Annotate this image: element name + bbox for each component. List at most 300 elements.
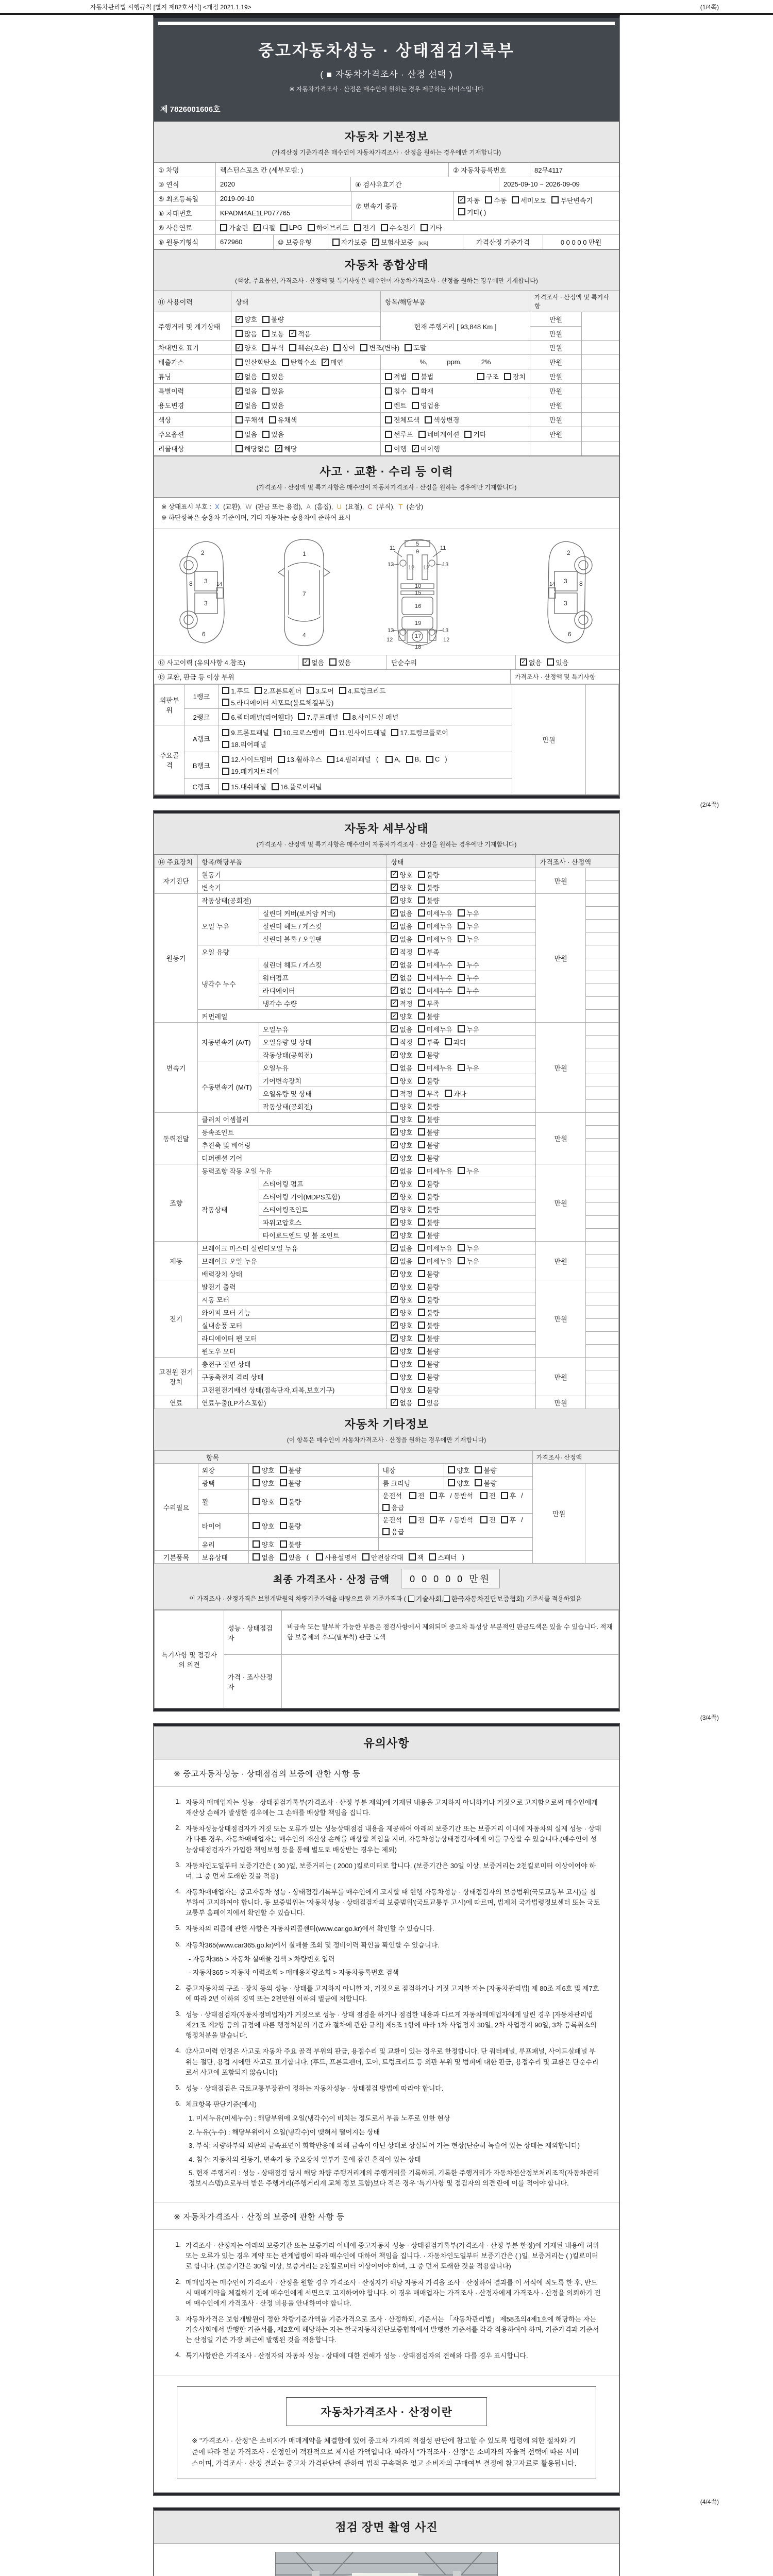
device-cell: 동력전달 [155, 1113, 198, 1164]
detail-title: 자동차 세부상태 [344, 822, 429, 835]
fee-extra-cell [585, 1267, 618, 1280]
checkbox-label: 네비게이션 [427, 431, 460, 438]
empty-checkbox-icon [360, 344, 367, 351]
checkbox-label: 변조(변타) [369, 344, 400, 352]
empty-checkbox-icon [222, 741, 229, 748]
service-note: ※ 자동차가격조사 · 산정은 매수인이 원하는 경우 제공하는 서비스입니다 [289, 86, 484, 93]
basic-info-title: 자동차 기본정보 [344, 130, 429, 143]
tire-detail [379, 1514, 532, 1538]
notice-item-number: 5. [175, 1924, 181, 1932]
empty-checkbox-icon [391, 1386, 398, 1393]
state-cell [387, 894, 536, 907]
notice-item [167, 1940, 601, 1978]
page-marker-3: (3/4쪽) [700, 1714, 719, 1721]
empty-checkbox-icon [391, 1115, 398, 1123]
item-cell: 오일유량 및 상태 [259, 1036, 387, 1048]
checkbox [222, 698, 333, 707]
notice-item-number: 3. [175, 2009, 181, 2018]
checkbox-label: 사용설명서 [325, 1553, 357, 1562]
fee-extra-cell [585, 933, 618, 945]
checkbox-label: 양호 [261, 1479, 275, 1487]
svg-text:15: 15 [415, 589, 422, 596]
accident-title: 사고 · 교환 · 수리 등 이력 [320, 465, 453, 478]
text-segment: ) [462, 1553, 465, 1561]
svg-text:3: 3 [204, 577, 208, 585]
empty-checkbox-icon [385, 431, 392, 438]
checkbox-label: 불량 [426, 1386, 440, 1394]
mileage-fee-extra [582, 312, 619, 340]
empty-checkbox-icon [418, 1244, 425, 1251]
state-cell [387, 958, 536, 971]
fee-cell: 만원 [536, 1023, 585, 1113]
checkbox-label: 불량 [426, 1309, 440, 1317]
checkbox-label: 불량 [288, 1540, 301, 1549]
checkbox-label: 불량 [426, 1296, 440, 1304]
page-1 [153, 15, 620, 799]
checkbox [418, 1114, 440, 1124]
checkbox [551, 195, 593, 205]
detail-col-device: ⑭ 주요장치 [155, 855, 198, 868]
empty-checkbox-icon [418, 948, 425, 955]
device-cell: 고전원 전기장치 [155, 1358, 198, 1396]
notice-item-text: 자동차의 리콜에 관한 사항은 자동차리콜센터(www.car.go.kr)에서 확인할 수 있습니다. [186, 1925, 434, 1933]
glass-state [249, 1538, 379, 1551]
empty-checkbox-icon [385, 387, 392, 395]
checked-checkbox-icon: ✓ [372, 239, 379, 246]
checkbox-label: 불량 [426, 1180, 440, 1188]
checkbox-label: 응급 [391, 1528, 405, 1536]
svg-text:2: 2 [201, 549, 205, 556]
misc-subtitle: (이 항목은 매수인이 자동차가격조사 · 산정을 원하는 경우에만 기재합니다) [287, 1436, 486, 1444]
notice-item-number: 4. [175, 2351, 181, 2359]
notice-item-number: 2. [175, 1983, 181, 1991]
year-value: 2020 [216, 177, 351, 191]
sub-group-cell: 자동변속기 (A/T) [198, 1023, 259, 1061]
checked-checkbox-icon: ✓ [391, 1270, 398, 1277]
checkbox-checked [391, 1205, 412, 1214]
state-cell [387, 1151, 536, 1164]
checkbox-label: 렌트 [394, 402, 407, 410]
page-marker-2: (2/4쪽) [700, 801, 719, 808]
fee-extra-cell [585, 1139, 618, 1151]
sub-group-cell: 작동상태 [198, 1177, 259, 1242]
checked-checkbox-icon: ✓ [391, 1309, 398, 1316]
state-cell [387, 1023, 536, 1036]
checkbox-label: C [434, 755, 440, 763]
checkbox-label: 8.사이드실 패널 [352, 713, 399, 721]
sub-group-cell: 냉각수 누수 [198, 958, 259, 1010]
checkbox-checked [391, 870, 412, 879]
checkbox [280, 1478, 301, 1488]
checkbox-label: 4.트렁크리드 [347, 687, 386, 695]
wheel-detail [379, 1489, 532, 1514]
checkbox [418, 1282, 440, 1292]
checkbox-checked [391, 1024, 412, 1034]
checkbox-label: 영업용 [421, 402, 440, 410]
checkbox [412, 386, 433, 396]
fee-extra-cell [585, 894, 618, 907]
checkbox-label: 기타( ) [467, 208, 486, 216]
empty-checkbox-icon [418, 1347, 425, 1354]
overall-state-subtitle: (색상, 주요옵션, 가격조사 · 산정액 및 특기사항은 매수인이 자동차가격조사 · 산정을 원하는 경우에만 기재합니다) [235, 277, 538, 284]
checkbox-label: 적법 [394, 373, 407, 381]
checkbox [409, 1515, 425, 1524]
checkbox-label: 양호 [399, 871, 413, 879]
checkbox-checked [391, 1295, 412, 1304]
checkbox-label: 훼손(오손) [298, 344, 329, 352]
checkbox [255, 686, 301, 696]
empty-checkbox-icon [412, 387, 419, 395]
state-cell [387, 1242, 536, 1255]
inspector-role: 성능 · 상태점검자 [224, 1611, 282, 1655]
checkbox [418, 908, 452, 918]
empty-checkbox-icon [253, 1540, 260, 1548]
checkbox-label: 이행 [394, 445, 407, 453]
checkbox-label: 미세누수 [426, 987, 452, 995]
basic-info-header [154, 122, 619, 163]
accident-header [154, 456, 619, 498]
checkbox-checked [391, 1308, 412, 1317]
checkbox [262, 429, 284, 439]
checkbox-label: 양호 [399, 1051, 413, 1059]
checkbox [458, 1166, 479, 1176]
outer-panel-label: 외판부위 [155, 684, 184, 725]
rank2-label: 2랭크 [184, 708, 219, 725]
checkbox-label: 양호 [399, 1012, 413, 1021]
checkbox [418, 1179, 440, 1189]
checkbox-label: 불량 [426, 1360, 440, 1368]
checkbox [280, 1465, 301, 1475]
fee-extra-cell [585, 1370, 618, 1383]
empty-checkbox-icon [547, 658, 554, 666]
text-segment: U [337, 503, 342, 511]
empty-checkbox-icon [458, 961, 465, 968]
checked-checkbox-icon: ✓ [391, 1012, 398, 1020]
checkbox-label: 있음 [271, 402, 284, 410]
empty-checkbox-icon [458, 1025, 465, 1032]
checked-checkbox-icon: ✓ [391, 1244, 398, 1251]
empty-checkbox-icon [445, 1038, 452, 1045]
base-price-label: 가격산정 기준가격 [463, 235, 543, 249]
fee-extra-cell [585, 971, 618, 984]
checkbox-label: 무단변속기 [560, 196, 593, 205]
first-reg-value: 2019-09-10 [220, 195, 255, 202]
checked-checkbox-icon: ✓ [412, 445, 419, 452]
transmission-options [454, 192, 619, 220]
checked-checkbox-icon: ✓ [391, 1399, 398, 1406]
empty-checkbox-icon [418, 1218, 425, 1226]
checkbox-label: 과다 [453, 1090, 466, 1098]
checkbox [458, 973, 479, 982]
checkbox-label: 있음 [426, 1399, 440, 1407]
checked-checkbox-icon: ✓ [391, 909, 398, 917]
checkbox [385, 755, 400, 763]
tuning-fee-extra [582, 369, 619, 383]
state-cell [387, 1139, 536, 1151]
svg-text:14: 14 [216, 581, 223, 587]
frame-label: 주요골격 [155, 725, 184, 795]
polish-state [249, 1477, 379, 1489]
checkbox-checked [391, 1398, 412, 1408]
fee-extra-cell [585, 1255, 618, 1267]
fee-extra-cell [585, 1280, 618, 1293]
state-code-line2: ※ 하단항목은 승용차 기준이며, 기타 자동차는 승용차에 준하여 표시 [161, 514, 351, 522]
checkbox-checked [236, 386, 257, 396]
item-cell: 라디에이터 [259, 984, 387, 997]
notice-items [154, 2230, 619, 2376]
col-usage-history: ⑪ 사용이력 [154, 291, 231, 312]
item-cell: 오일누유 [259, 1061, 387, 1074]
svg-text:9: 9 [416, 548, 419, 555]
checkbox-checked [236, 314, 257, 324]
sub-group-cell: 오일 누유 [198, 907, 259, 945]
checkbox-label: 없음 [399, 1025, 413, 1033]
empty-checkbox-icon [445, 1090, 452, 1097]
checkbox [385, 371, 407, 381]
notice-item-subline: 1. 미세누유(미세누수) : 해당부위에 오일(냉각수)이 비치는 정도로서 부품 노후로 인한 현상 [189, 2114, 450, 2123]
text-segment: (흠집), [312, 503, 335, 511]
checkbox-checked [391, 895, 412, 905]
checkbox-label: 양호 [399, 1231, 413, 1240]
empty-checkbox-icon [274, 729, 281, 736]
checkbox-label: 없음 [399, 987, 413, 995]
checkbox-label: 하이브리드 [316, 224, 349, 232]
recall-label: 리콜대상 [154, 442, 231, 455]
checkbox-label: 디젤 [262, 224, 275, 232]
checked-checkbox-icon: ✓ [391, 922, 398, 929]
checkbox-label: 양호 [399, 896, 413, 905]
empty-checkbox-icon [418, 935, 425, 942]
checked-checkbox-icon: ✓ [236, 316, 243, 323]
checked-checkbox-icon: ✓ [520, 658, 527, 666]
empty-checkbox-icon [418, 1334, 425, 1342]
checkbox-label: 불량 [426, 1012, 440, 1021]
checkbox-label: 구조 [485, 373, 499, 381]
state-cell [387, 997, 536, 1010]
header-stripe [158, 22, 615, 25]
rankA-items [219, 725, 512, 752]
fee-extra-cell [585, 1396, 618, 1409]
checkbox-label: 불량 [426, 1231, 440, 1240]
checkbox-label: 양호 [244, 316, 258, 324]
checkbox [418, 1295, 440, 1304]
checkbox-label: 미이행 [421, 445, 440, 453]
checkbox-label: 불량 [483, 1479, 497, 1487]
checkbox [426, 755, 440, 763]
vin-mark-fee-extra [582, 341, 619, 354]
checkbox-label: 부족 [426, 1038, 440, 1046]
special-notes-table [154, 1610, 619, 1708]
text-segment: (교환), [221, 503, 244, 511]
svg-text:12: 12 [408, 564, 415, 571]
item-cell: 오일 유량 [198, 945, 387, 958]
checkbox [253, 1465, 274, 1475]
empty-checkbox-icon [480, 1492, 488, 1499]
item-cell: 고전원전기배선 상태(접속단자,피복,보호기구) [198, 1383, 387, 1396]
checkbox-label: 전체도색 [394, 416, 420, 424]
svg-text:10: 10 [415, 583, 422, 589]
empty-checkbox-icon [464, 431, 472, 438]
checkbox-checked [391, 934, 412, 944]
fee-cell: 만원 [536, 1396, 585, 1409]
checkbox [253, 1552, 274, 1562]
fee-extra-cell [585, 1126, 618, 1139]
checkbox [222, 686, 249, 696]
checked-checkbox-icon: ✓ [391, 1218, 398, 1226]
checkbox-label: 무채색 [244, 416, 264, 424]
tuning-fee: 만원 [530, 369, 582, 383]
recall-state [231, 442, 381, 455]
empty-checkbox-icon [391, 1373, 398, 1380]
checkbox [418, 1269, 440, 1279]
empty-checkbox-icon [475, 1479, 482, 1486]
empty-checkbox-icon [418, 1180, 425, 1187]
checkbox-label: 양호 [399, 1309, 413, 1317]
checkbox [329, 657, 351, 667]
empty-checkbox-icon [391, 1077, 398, 1084]
checkbox-checked [391, 1333, 412, 1343]
svg-text:12: 12 [443, 636, 450, 643]
checkbox [412, 371, 433, 381]
checkbox [339, 686, 386, 696]
notice-item [167, 2314, 601, 2345]
checkbox-label: 양호 [399, 1077, 413, 1085]
checkbox [458, 908, 479, 918]
checkbox-label: 누유 [466, 1257, 479, 1265]
empty-checkbox-icon [236, 431, 243, 438]
empty-checkbox-icon [391, 1090, 398, 1097]
checkbox [236, 357, 277, 367]
checkbox [327, 754, 371, 764]
checkbox [501, 1515, 516, 1524]
notice-item-text: 자동차가격은 보험개발원이 정한 차량기준가액을 기준가격으로 조사 · 산정하되, 기준서는 「자동차관리법」 제58조의4제1호에 해당하는 자는 기술사회에서 발행한 기준서를, 제2호에 해당하는 자는 한국자동차진단보증협회에서 발행한 기준서를 각각 적용하여야 하며, 기준가격과 기준서는 산정일 기준 가장 최근에 발행된 것을 적용합니다. [186, 2315, 599, 2344]
empty-checkbox-icon [458, 974, 465, 981]
empty-checkbox-icon [222, 756, 229, 763]
state-cell [387, 1345, 536, 1358]
notice-item-text: 자동차인도일부터 보증기간은 ( 30 )일, 보증거리는 ( 2000 )킬로미터로 합니다. (보증기간은 30일 이상, 보증거리는 2천킬로미터 이상이어야 하며, 그 중 먼저 도래한 것을 적용) [186, 1861, 596, 1880]
empty-checkbox-icon [330, 729, 337, 736]
infobox-body: ※ "가격조사 · 산정"은 소비자가 매매계약을 체결함에 있어 중고차 가격의 적절성 판단에 참고할 수 있도록 법령에 의한 절차와 기준에 따라 전문 가격조사 · 산정인이 객관적으로 제시한 가액입니다. 따라서 "가격조사 · 산정"은 소비자의 자율적 선택에 따른 서비스이며, 가격조사 · 산정 결과는 중고차 가격판단에 관하여 법적 구속력은 없고 소비자의 구매여부 결정에 참고자료로 활용됩니다. [192, 2436, 579, 2468]
empty-checkbox-icon [409, 1492, 416, 1499]
checkbox-label: 미세누유 [426, 1257, 452, 1265]
checkbox-label: 미세누유 [426, 909, 452, 918]
checkbox [418, 429, 460, 439]
checkbox [409, 1552, 424, 1562]
checkbox-checked [236, 343, 257, 352]
state-cell [387, 920, 536, 933]
state-cell [387, 1074, 536, 1087]
checked-checkbox-icon: ✓ [391, 987, 398, 994]
state-cell [387, 1280, 536, 1293]
checkbox [391, 1385, 412, 1395]
checkbox-checked [391, 1011, 412, 1021]
checkbox [280, 1521, 301, 1531]
item-cell: 스티어링 기어(MDPS포함) [259, 1190, 387, 1203]
checkbox [430, 1515, 445, 1524]
inspector-comment: 비금속 또는 탈부착 가능한 부품은 점검사항에서 제외되며 중고차 특성상 부분적인 판금도색은 있을 수 있습니다. 적재함 보증제외 후드(탈부착) 판금 도색 [282, 1611, 619, 1655]
svg-text:8: 8 [189, 580, 193, 587]
checked-checkbox-icon: ✓ [391, 1167, 398, 1174]
checkbox-label: 불량 [426, 1077, 440, 1085]
checkbox-label: 13.휠하우스 [287, 756, 322, 764]
checkbox [418, 1192, 440, 1201]
checked-checkbox-icon: ✓ [458, 196, 465, 204]
underbody-view [386, 539, 449, 650]
state-cell [387, 1383, 536, 1396]
checkbox [222, 754, 273, 764]
item-cell: 윈도우 모터 [198, 1345, 387, 1358]
empty-checkbox-icon [418, 1167, 425, 1174]
checkbox-label: 불량 [426, 1206, 440, 1214]
checkbox-label: 없음 [399, 935, 413, 943]
checkbox-label: 없음 [244, 431, 258, 438]
item-cell: 작동상태(공회전) [198, 894, 387, 907]
checkbox [391, 1114, 412, 1124]
checkbox [236, 415, 264, 425]
svg-text:3: 3 [564, 599, 567, 607]
checkbox-label: 후 [438, 1492, 445, 1500]
state-cell [387, 1332, 536, 1345]
empty-checkbox-icon [385, 402, 392, 409]
checkbox [405, 343, 426, 352]
checked-checkbox-icon: ✓ [391, 935, 398, 942]
checkbox [220, 223, 248, 232]
text-segment: C [367, 503, 373, 511]
empty-checkbox-icon [236, 445, 243, 452]
checkbox-checked [391, 947, 412, 957]
checkbox [418, 1385, 440, 1395]
special-history-fee: 만원 [530, 384, 582, 398]
fee-extra-cell [585, 1151, 618, 1164]
fee-extra-cell [585, 1293, 618, 1306]
recall-item [381, 442, 530, 455]
checked-checkbox-icon: ✓ [236, 344, 243, 351]
empty-checkbox-icon [418, 1038, 425, 1045]
empty-checkbox-icon [269, 416, 276, 423]
text-segment: T [398, 503, 403, 511]
vin-mark-label: 차대번호 표기 [154, 341, 231, 354]
empty-checkbox-icon [280, 1522, 287, 1529]
state-cell [387, 971, 536, 984]
empty-checkbox-icon [418, 1270, 425, 1277]
fee-extra-cell [585, 1036, 618, 1048]
checkbox [458, 960, 479, 970]
checkbox-label: 누유 [466, 909, 479, 918]
fee-extra-cell [585, 868, 618, 881]
item-cell: 실린더 헤드 / 개스킷 [259, 920, 387, 933]
checkbox [236, 429, 257, 439]
notice-item [167, 2241, 601, 2272]
notice-item-number: 3. [175, 1860, 181, 1869]
checkbox [458, 986, 479, 995]
checkbox [253, 1539, 274, 1549]
checked-checkbox-icon: ✓ [236, 402, 243, 409]
checkbox [362, 1552, 404, 1562]
checkbox-label: 상이 [342, 344, 356, 352]
checkbox-label: 불량 [288, 1466, 301, 1475]
empty-checkbox-icon [278, 756, 285, 763]
checkbox-label: 가솔린 [229, 224, 248, 232]
checkbox-checked [391, 921, 412, 931]
checked-checkbox-icon: ✓ [391, 1154, 398, 1161]
checkbox-label: 12.사이드멤버 [231, 756, 273, 764]
item-cell: 등속조인트 [198, 1126, 387, 1139]
fee-extra-cell [585, 945, 618, 958]
checkbox [418, 1346, 440, 1356]
reg-no-label: ② 자동차등록번호 [449, 163, 530, 177]
detail-table [154, 855, 619, 1409]
exchange-label: ⑬ 교환, 판금 등 이상 부위 [154, 670, 511, 684]
